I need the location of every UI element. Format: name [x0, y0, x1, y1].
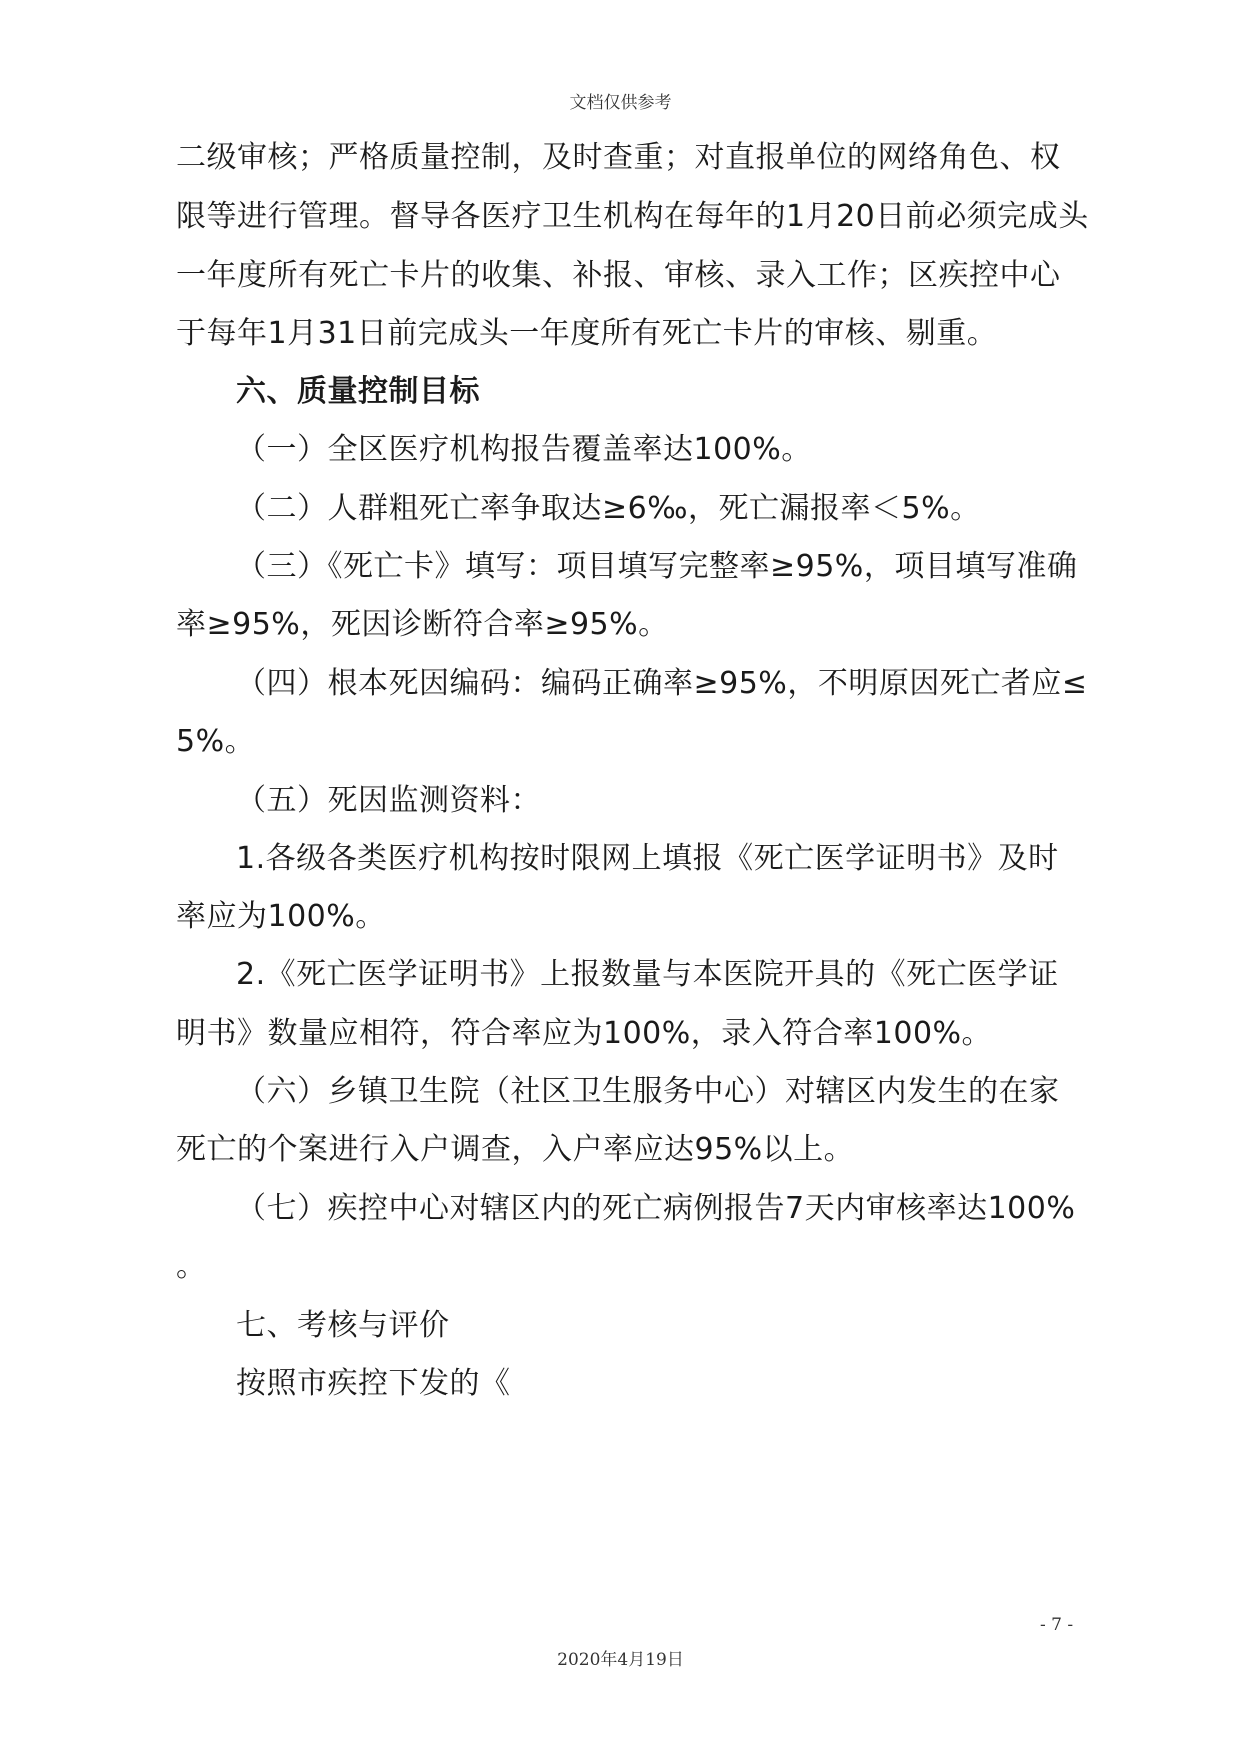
body-line: 率≥95%，死因诊断符合率≥95%。 — [176, 607, 669, 642]
body-line: 1.各级各类医疗机构按时限网上填报《死亡医学证明书》及时 — [236, 841, 1059, 876]
body-line: 率应为100%。 — [176, 899, 386, 934]
body-line: 按照市疾控下发的《 — [236, 1366, 511, 1401]
page-number: - 7 - — [1040, 1615, 1074, 1635]
body-line: 死亡的个案进行入户调查，入户率应达95%以上。 — [176, 1132, 855, 1167]
body-line: （六）乡镇卫生院（社区卫生服务中心）对辖区内发生的在家 — [236, 1074, 1060, 1109]
body-line: 限等进行管理。督导各医疗卫生机构在每年的1月20日前必须完成头 — [176, 199, 1089, 234]
body-line: 2.《死亡医学证明书》上报数量与本医院开具的《死亡医学证 — [236, 957, 1059, 992]
body-line: （二）人群粗死亡率争取达≥6‰，死亡漏报率＜5%。 — [236, 491, 981, 526]
footer-date: 2020年4月19日 — [557, 1650, 684, 1670]
section-heading-quality-targets: 六、质量控制目标 — [236, 374, 480, 409]
body-line: 一年度所有死亡卡片的收集、补报、审核、录入工作；区疾控中心 — [176, 258, 1061, 293]
page-header: 文档仅供参考 — [569, 93, 672, 113]
body-line: （七）疾控中心对辖区内的死亡病例报告7天内审核率达100% — [236, 1191, 1076, 1226]
body-line: （四）根本死因编码：编码正确率≥95%，不明原因死亡者应≤ — [236, 666, 1088, 701]
section-heading-assessment: 七、考核与评价 — [236, 1308, 450, 1343]
body-line: 5%。 — [176, 724, 256, 759]
body-line: 明书》数量应相符，符合率应为100%，录入符合率100%。 — [176, 1016, 993, 1051]
body-line: 。 — [176, 1249, 207, 1284]
body-line: 于每年1月31日前完成头一年度所有死亡卡片的审核、剔重。 — [176, 316, 998, 351]
body-line: （一）全区医疗机构报告覆盖率达100%。 — [236, 432, 812, 467]
body-line: （五）死因监测资料： — [236, 783, 541, 818]
body-line: 二级审核；严格质量控制，及时查重；对直报单位的网络角色、权 — [176, 140, 1061, 175]
body-line: （三）《死亡卡》填写：项目填写完整率≥95%，项目填写准确 — [236, 549, 1078, 584]
